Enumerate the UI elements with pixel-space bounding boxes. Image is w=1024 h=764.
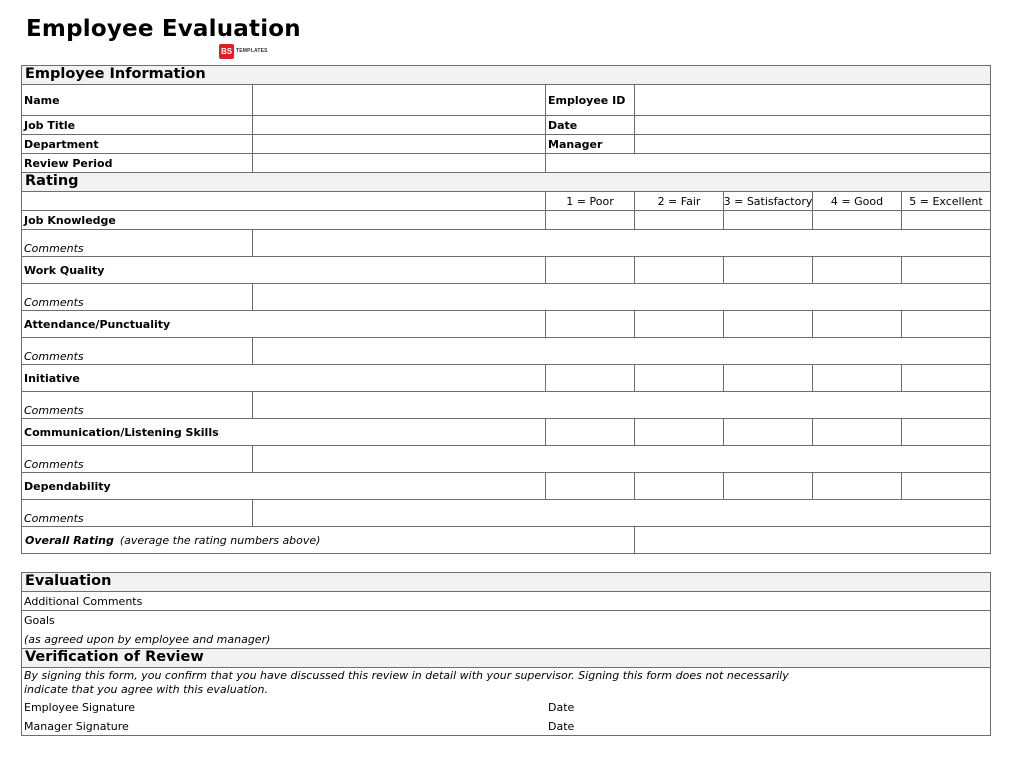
rating-cell[interactable] <box>634 472 724 500</box>
verification-note-line2: indicate that you agree with this evaluation. <box>24 683 269 696</box>
rating-cell[interactable] <box>723 256 813 284</box>
date-field[interactable] <box>634 115 991 135</box>
rating-cell[interactable] <box>812 364 902 392</box>
section-header-evaluation: Evaluation <box>21 572 991 592</box>
rating-cell[interactable] <box>545 364 635 392</box>
rating-scale-5: 5 = Excellent <box>901 191 991 211</box>
comments-field[interactable] <box>252 445 991 473</box>
job-title-label: Job Title <box>21 115 253 135</box>
date-label: Date <box>545 115 635 135</box>
comments-label: Comments <box>21 499 253 527</box>
overall-rating-note: (average the rating numbers above) <box>119 533 321 547</box>
verification-body <box>21 667 991 736</box>
comments-field[interactable] <box>252 391 991 419</box>
name-label: Name <box>21 84 253 116</box>
rating-cell[interactable] <box>901 364 991 392</box>
rating-cell[interactable] <box>812 256 902 284</box>
criterion-attendance-label: Attendance/Punctuality <box>21 310 546 338</box>
comments-label: Comments <box>21 283 253 311</box>
review-period-extra-field[interactable] <box>545 153 991 173</box>
employee-signature-date-label: Date <box>548 701 575 714</box>
rating-cell[interactable] <box>901 418 991 446</box>
rating-cell[interactable] <box>901 472 991 500</box>
comments-field[interactable] <box>252 337 991 365</box>
additional-comments-field[interactable]: Additional Comments <box>21 591 991 611</box>
rating-cell[interactable] <box>545 256 635 284</box>
comments-label: Comments <box>21 337 253 365</box>
rating-cell[interactable] <box>545 472 635 500</box>
rating-scale-4: 4 = Good <box>812 191 902 211</box>
verification-note-line1: By signing this form, you confirm that you have discussed this review in detail with your supervisor. Signing this form does not necessarily <box>24 669 789 682</box>
comments-label: Comments <box>21 445 253 473</box>
templates-logo <box>219 44 269 60</box>
employee-signature-label: Employee Signature <box>24 701 136 714</box>
rating-cell[interactable] <box>901 310 991 338</box>
rating-scale-spacer <box>21 191 546 211</box>
criterion-work-quality-label: Work Quality <box>21 256 546 284</box>
rating-cell[interactable] <box>901 256 991 284</box>
comments-field[interactable] <box>252 229 991 257</box>
name-field[interactable] <box>252 84 546 116</box>
rating-cell[interactable] <box>634 256 724 284</box>
rating-cell[interactable] <box>634 210 724 230</box>
rating-cell[interactable] <box>901 210 991 230</box>
comments-label: Comments <box>21 229 253 257</box>
manager-signature-label: Manager Signature <box>24 720 129 733</box>
rating-cell[interactable] <box>723 418 813 446</box>
department-label: Department <box>21 134 253 154</box>
goals-label: Goals <box>24 614 55 627</box>
rating-cell[interactable] <box>723 310 813 338</box>
comments-field[interactable] <box>252 499 991 527</box>
overall-rating-row <box>21 526 635 554</box>
rating-cell[interactable] <box>723 364 813 392</box>
criterion-initiative-label: Initiative <box>21 364 546 392</box>
rating-cell[interactable] <box>812 210 902 230</box>
rating-cell[interactable] <box>634 310 724 338</box>
rating-scale-1: 1 = Poor <box>545 191 635 211</box>
rating-cell[interactable] <box>545 310 635 338</box>
rating-scale-3: 3 = Satisfactory <box>723 191 813 211</box>
rating-cell[interactable] <box>545 418 635 446</box>
rating-cell[interactable] <box>812 418 902 446</box>
manager-field[interactable] <box>634 134 991 154</box>
overall-rating-label: Overall Rating <box>25 533 114 547</box>
logo-mark: BS <box>219 44 234 59</box>
rating-scale-2: 2 = Fair <box>634 191 724 211</box>
comments-field[interactable] <box>252 283 991 311</box>
rating-cell[interactable] <box>812 310 902 338</box>
goals-note: (as agreed upon by employee and manager) <box>24 633 271 646</box>
criterion-communication-label: Communication/Listening Skills <box>21 418 546 446</box>
review-period-field[interactable] <box>252 153 546 173</box>
rating-cell[interactable] <box>723 472 813 500</box>
section-header-rating: Rating <box>21 172 991 192</box>
section-header-verification: Verification of Review <box>21 648 991 668</box>
department-field[interactable] <box>252 134 546 154</box>
section-header-employee-information: Employee Information <box>21 65 991 85</box>
page-title: Employee Evaluation <box>26 16 301 42</box>
goals-field[interactable] <box>21 610 991 649</box>
comments-label: Comments <box>21 391 253 419</box>
rating-cell[interactable] <box>723 210 813 230</box>
rating-cell[interactable] <box>634 418 724 446</box>
rating-cell[interactable] <box>545 210 635 230</box>
rating-cell[interactable] <box>812 472 902 500</box>
employee-id-label: Employee ID <box>545 84 635 116</box>
manager-signature-date-label: Date <box>548 720 575 733</box>
criterion-dependability-label: Dependability <box>21 472 546 500</box>
criterion-job-knowledge-label: Job Knowledge <box>21 210 546 230</box>
overall-rating-field[interactable] <box>634 526 991 554</box>
manager-label: Manager <box>545 134 635 154</box>
employee-id-field[interactable] <box>634 84 991 116</box>
job-title-field[interactable] <box>252 115 546 135</box>
rating-cell[interactable] <box>634 364 724 392</box>
review-period-label: Review Period <box>21 153 253 173</box>
logo-word: TEMPLATES <box>236 48 268 54</box>
